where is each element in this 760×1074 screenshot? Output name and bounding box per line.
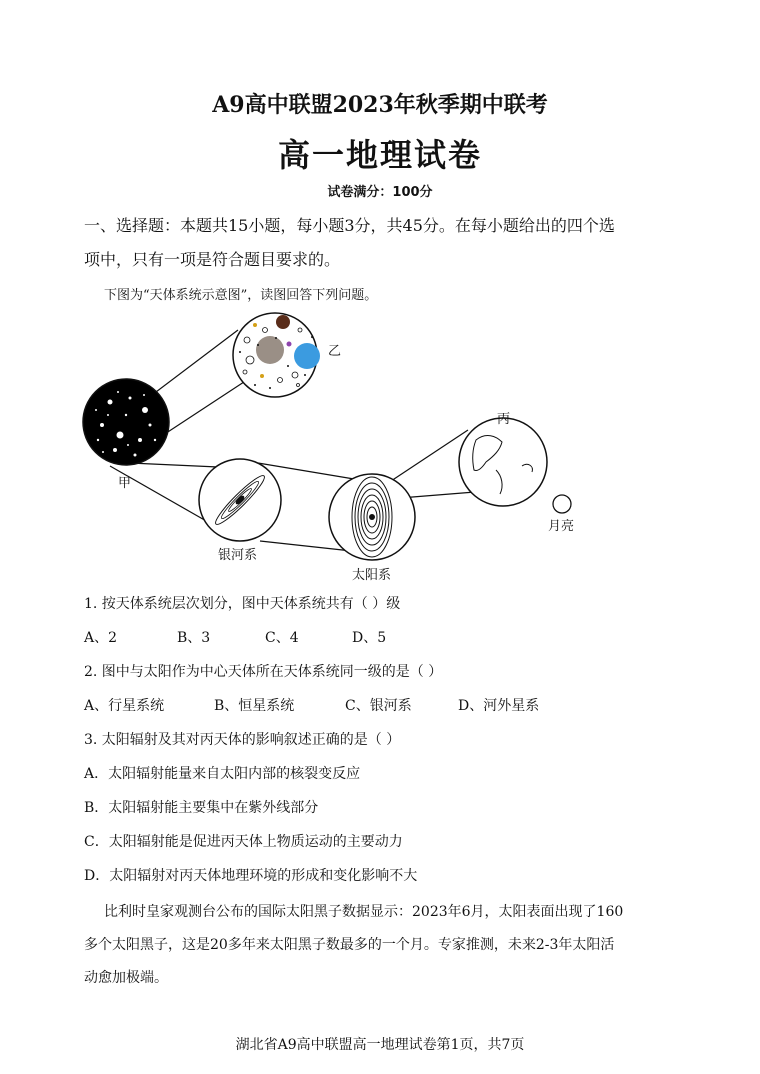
question-2-stem: 2. 图中与太阳作为中心天体所在天体系统同一级的是（ ）	[84, 664, 443, 680]
section-instruction-line2: 项中，只有一项是符合题目要求的。	[84, 250, 341, 269]
question-1-stem: 1. 按天体系统层次划分，图中天体系统共有（ ）级	[84, 596, 401, 612]
q2-option-d: D、河外星系	[458, 698, 540, 714]
label-milky-way: 银河系	[218, 548, 258, 563]
paper-title: 高一地理试卷	[277, 136, 482, 174]
universe-circle	[83, 379, 169, 465]
label-jia: 甲	[118, 476, 132, 491]
q1-option-d: D、5	[352, 630, 387, 646]
solar-system-circle	[329, 474, 415, 560]
q1-option-a: A、2	[84, 630, 118, 646]
milky-way-circle	[199, 459, 281, 541]
label-yi: 乙	[328, 344, 342, 359]
passage-line3: 动愈加极端。	[84, 970, 168, 986]
q3-option-b: B．太阳辐射能主要集中在紫外线部分	[84, 800, 319, 816]
exam-title: A9高中联盟2023年秋季期中联考	[212, 92, 548, 118]
passage-line2: 多个太阳黑子，这是20多年来太阳黑子数最多的一个月。专家推测，未来2-3年太阳活	[84, 937, 615, 953]
full-score: 试卷满分：100分	[327, 185, 433, 200]
label-solar-system: 太阳系	[352, 568, 392, 583]
page-footer: 湖北省A9高中联盟高一地理试卷第1页，共7页	[235, 1037, 525, 1053]
q1-option-b: B、3	[177, 630, 211, 646]
q3-option-a: A．太阳辐射能量来自太阳内部的核裂变反应	[84, 766, 361, 782]
cluster-circle	[233, 313, 320, 397]
earth-circle	[459, 418, 547, 506]
passage-line1: 比利时皇家观测台公布的国际太阳黑子数据显示：2023年6月，太阳表面出现了160	[104, 904, 624, 920]
q2-option-b: B、恒星系统	[214, 698, 295, 714]
q1-option-c: C、4	[265, 630, 299, 646]
q3-option-c: C．太阳辐射能是促进丙天体上物质运动的主要动力	[84, 834, 403, 850]
q3-option-d: D．太阳辐射对丙天体地理环境的形成和变化影响不大	[84, 868, 418, 884]
q2-option-c: C、银河系	[345, 698, 412, 714]
question-3-stem: 3. 太阳辐射及其对丙天体的影响叙述正确的是（ ）	[84, 732, 401, 748]
label-bing: 丙	[497, 412, 511, 427]
section-instruction-line1: 一、选择题：本题共15小题，每小题3分，共45分。在每小题给出的四个选	[84, 216, 615, 235]
figure-intro: 下图为“天体系统示意图”，读图回答下列问题。	[104, 288, 378, 303]
q2-option-a: A、行星系统	[84, 698, 165, 714]
moon-circle	[553, 495, 571, 513]
label-moon: 月亮	[548, 519, 575, 534]
